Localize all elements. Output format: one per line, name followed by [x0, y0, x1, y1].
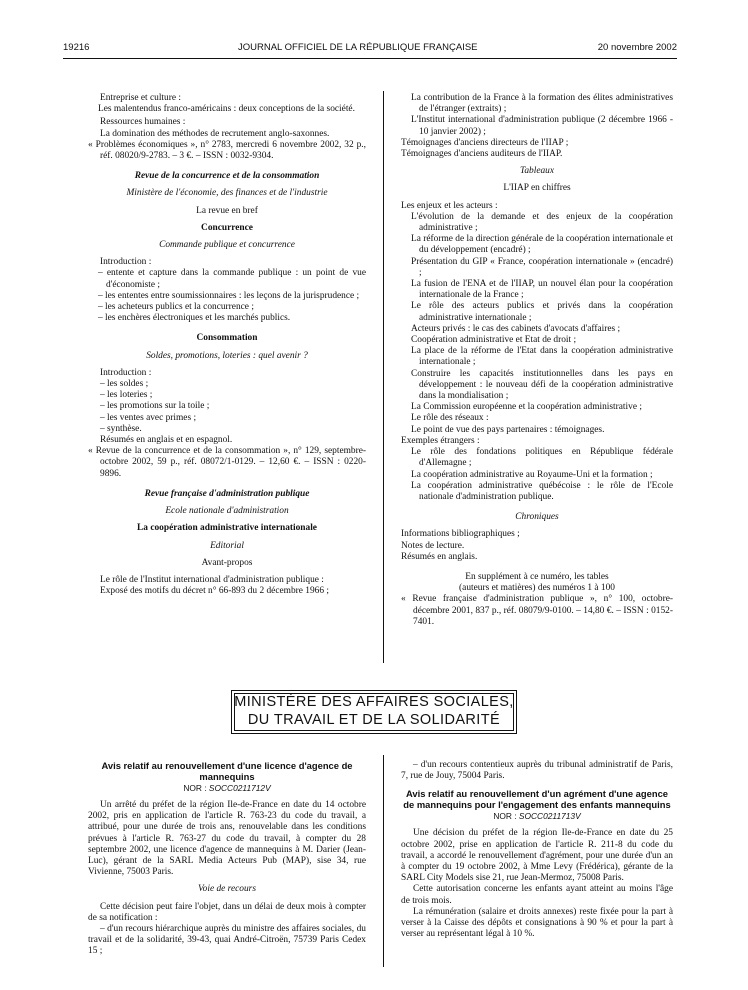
text-line: Notes de lecture.: [401, 540, 465, 551]
column-divider: [383, 91, 384, 663]
list-item: – d'un recours contentieux auprès du tribunal administratif de Paris, 7, rue de Jouy, 75004 Paris.: [401, 760, 673, 782]
publication-reference: « Problèmes économiques », n° 2783, mercredi 6 novembre 2002, 32 p., réf. 08020/9-2783. – 3 €. – ISSN : 0032-9304.: [88, 139, 366, 162]
text-line: Résumés en anglais.: [401, 551, 478, 562]
review-title: Revue de la concurrence et de la consommation: [134, 171, 320, 182]
ministry-line-2: DU TRAVAIL ET DE LA SOLIDARITÉ: [247, 712, 501, 728]
text-line: Les enjeux et les acteurs :: [401, 200, 498, 211]
nor-label: NOR :: [183, 783, 207, 793]
list-item: – les ententes entre soumissionnaires : les leçons de la jurisprudence ;: [98, 290, 360, 301]
left-column: [88, 93, 366, 597]
list-item: Le rôle des fondations politiques en République fédérale d'Allemagne ;: [411, 447, 673, 469]
supplement-note: (auteurs et matières) des numéros 1 à 100: [459, 583, 615, 594]
list-item: Construire les capacités institutionnelles dans les pays en développement : le nouveau défi de la coopération administrative dans la mondialisation ;: [411, 368, 673, 402]
section-subheading: Chroniques: [515, 512, 559, 523]
text-line: Exemples étrangers :: [401, 435, 480, 446]
nor-reference: [401, 810, 673, 822]
section-subheading: Soldes, promotions, loteries : quel avenir ?: [146, 350, 308, 361]
list-item: – les ventes avec primes ;: [100, 412, 197, 423]
text-line: Le rôle de l'Institut international d'administration publique :: [100, 574, 324, 585]
list-item: – entente et capture dans la commande publique : un point de vue d'économiste ;: [98, 268, 366, 290]
text-line: La domination des méthodes de recrutement anglo-saxonnes.: [100, 128, 330, 139]
text-line: Exposé des motifs du décret n° 66-893 du 2 décembre 1966 ;: [100, 586, 329, 597]
notice-paragraph: Une décision du préfet de la région Ile-de-France en date du 25 octobre 2002, prise en application de l'article R. 211-8 du code du travail, a accordé le renouvellement d'agrément, pour une durée d'un an à compter du 19 octobre 2002, à Mme Levy (Frédérica), gérante de la SARL City Models sise 21, rue Jean-Mermoz, 75008 Paris.: [401, 828, 673, 884]
list-item: Le rôle des acteurs publics et privés dans la coopération administrative internationale ;: [411, 301, 673, 323]
right-column: [401, 93, 673, 628]
notice-paragraph: Cette décision peut faire l'objet, dans un délai de deux mois à compter de sa notification :: [88, 901, 366, 923]
ministry-line: Ministère de l'économie, des finances et de l'industrie: [126, 188, 328, 199]
publication-reference: « Revue de la concurrence et de la consommation », n° 129, septembre-octobre 2002, 59 p., réf. 08072/1-0129. – 12,60 €. – ISSN : 0220-9896.: [88, 446, 366, 479]
notice-paragraph: Cette autorisation concerne les enfants ayant atteint au moins l'âge de trois mois.: [401, 884, 673, 906]
list-item: La Commission européenne et la coopération administrative ;: [411, 402, 642, 413]
text-line: Entreprise et culture :: [100, 93, 181, 103]
list-item: – les promotions sur la toile ;: [100, 401, 210, 412]
page-number: 19216: [63, 42, 90, 53]
text-line: Introduction :: [100, 257, 152, 268]
list-item: La réforme de la direction générale de la coopération internationale et du développement (encadré) ;: [411, 234, 673, 256]
list-item: La place de la réforme de l'Etat dans la coopération administrative internationale ;: [411, 346, 673, 368]
list-item: Le rôle des réseaux :: [411, 413, 489, 424]
section-subheading: Tableaux: [519, 166, 555, 177]
list-item: La fusion de l'ENA et de l'IIAP, un nouvel élan pour la coopération internationale de la France ;: [411, 279, 673, 301]
text-line: Informations bibliographiques ;: [401, 529, 520, 540]
text-line: Témoignages d'anciens auditeurs de l'IIAP.: [401, 149, 563, 160]
text-line: L'Institut international d'administration publique (2 décembre 1966 - 10 janvier 2002) ;: [411, 115, 673, 137]
page-header: [63, 42, 677, 56]
notice-paragraph: Un arrêté du préfet de la région Ile-de-France en date du 14 octobre 2002, pris en application de l'article R. 763-23 du code du travail, a attribué, pour une durée de trois ans, renouvelable dans les conditions prévues à l'article R. 763-27 du code du travail, à compter du 28 septembre 2002, une licence d'agence de mannequins à M. Darier (Jean-Luc), gérant de la SARL Media Acteurs Pub (MAP), sise 34, rue Vivienne, 75003 Paris.: [88, 800, 366, 878]
nor-code: SOCC0211712V: [208, 783, 271, 793]
supplement-note: En supplément à ce numéro, les tables: [465, 571, 609, 582]
list-item: L'évolution de la demande et des enjeux de la coopération administrative ;: [411, 211, 673, 234]
review-title: Revue française d'administration publique: [144, 488, 310, 499]
list-item: La coopération administrative québécoise : le rôle de l'Ecole nationale d'administration publique.: [411, 480, 673, 502]
list-item: Présentation du GIP « France, coopération internationale » (encadré) ;: [411, 256, 673, 278]
list-item: La coopération administrative au Royaume-Uni et la formation ;: [411, 469, 653, 480]
publication-reference: « Revue française d'administration publique », n° 100, octobre-décembre 2001, 837 p., réf. 08079/9-0100. – 14,80 €. – ISSN : 0152-7401.: [401, 594, 673, 627]
list-item: – les loteries ;: [100, 390, 153, 401]
section-heading: Consommation: [196, 333, 258, 344]
list-item: – d'un recours hiérarchique auprès du ministre des affaires sociales, du travail et de la solidarité, 39-43, quai André-Citroën, 75739 Paris Cedex 15 ;: [88, 924, 366, 957]
section-heading: L'IIAP en chiffres: [503, 183, 571, 194]
list-item: Acteurs privés : le cas des cabinets d'avocats d'affaires ;: [411, 323, 621, 334]
notice-title: Avis relatif au renouvellement d'une licence d'agence de mannequins: [101, 760, 353, 782]
list-item: – les enchères électroniques et les marchés publics.: [98, 313, 291, 324]
column-divider: [383, 755, 384, 967]
journal-title: JOURNAL OFFICIEL DE LA RÉPUBLIQUE FRANÇAISE: [238, 42, 478, 53]
notice-1-column: [88, 760, 366, 958]
text-line: Les malentendus franco-américains : deux conceptions de la société.: [98, 104, 355, 115]
list-item: Coopération administrative et Etat de droit ;: [411, 335, 577, 346]
text-line: Introduction :: [100, 367, 152, 378]
notice-2-column: [401, 760, 673, 940]
ministry-heading-box: [231, 690, 517, 734]
ministry-line-1: MINISTÈRE DES AFFAIRES SOCIALES,: [234, 694, 514, 710]
section-heading: La revue en bref: [196, 205, 258, 216]
institution-line: Ecole nationale d'administration: [165, 506, 289, 517]
nor-label: NOR :: [493, 811, 517, 822]
list-item: – les acheteurs publics et la concurrence ;: [98, 302, 254, 313]
section-heading: Concurrence: [201, 222, 253, 233]
notice-title: Avis relatif au renouvellement d'un agrément d'une agence de mannequins pour l'engagement des enfants mannequins: [403, 788, 671, 811]
text-line: Témoignages d'anciens directeurs de l'IIAP ;: [401, 137, 569, 148]
list-item: – les soldes ;: [100, 379, 149, 390]
list-item: Le point de vue des pays partenaires : témoignages.: [411, 424, 605, 435]
issue-date: 20 novembre 2002: [597, 42, 677, 53]
notice-paragraph: La rémunération (salaire et droits annexes) reste fixée pour la part à verser à la Caisse des dépôts et consignations à 90 % et pour la part à verser au représentant légal à 10 %.: [401, 906, 673, 940]
nor-reference: [88, 782, 366, 794]
text-line: Ressources humaines :: [100, 117, 186, 128]
section-subheading: Editorial: [210, 540, 244, 551]
text-line: Résumés en anglais et en espagnol.: [100, 435, 233, 446]
header-rule: [63, 58, 677, 59]
section-heading: Avant-propos: [201, 557, 253, 568]
list-item: – synthèse.: [100, 423, 142, 434]
nor-code: SOCC0211713V: [518, 811, 581, 822]
section-subheading: Commande publique et concurrence: [159, 240, 295, 251]
section-heading: La coopération administrative internationale: [137, 523, 317, 534]
text-line: La contribution de la France à la formation des élites administratives de l'étranger (extraits) ;: [411, 93, 673, 115]
section-subheading: Voie de recours: [198, 884, 256, 895]
